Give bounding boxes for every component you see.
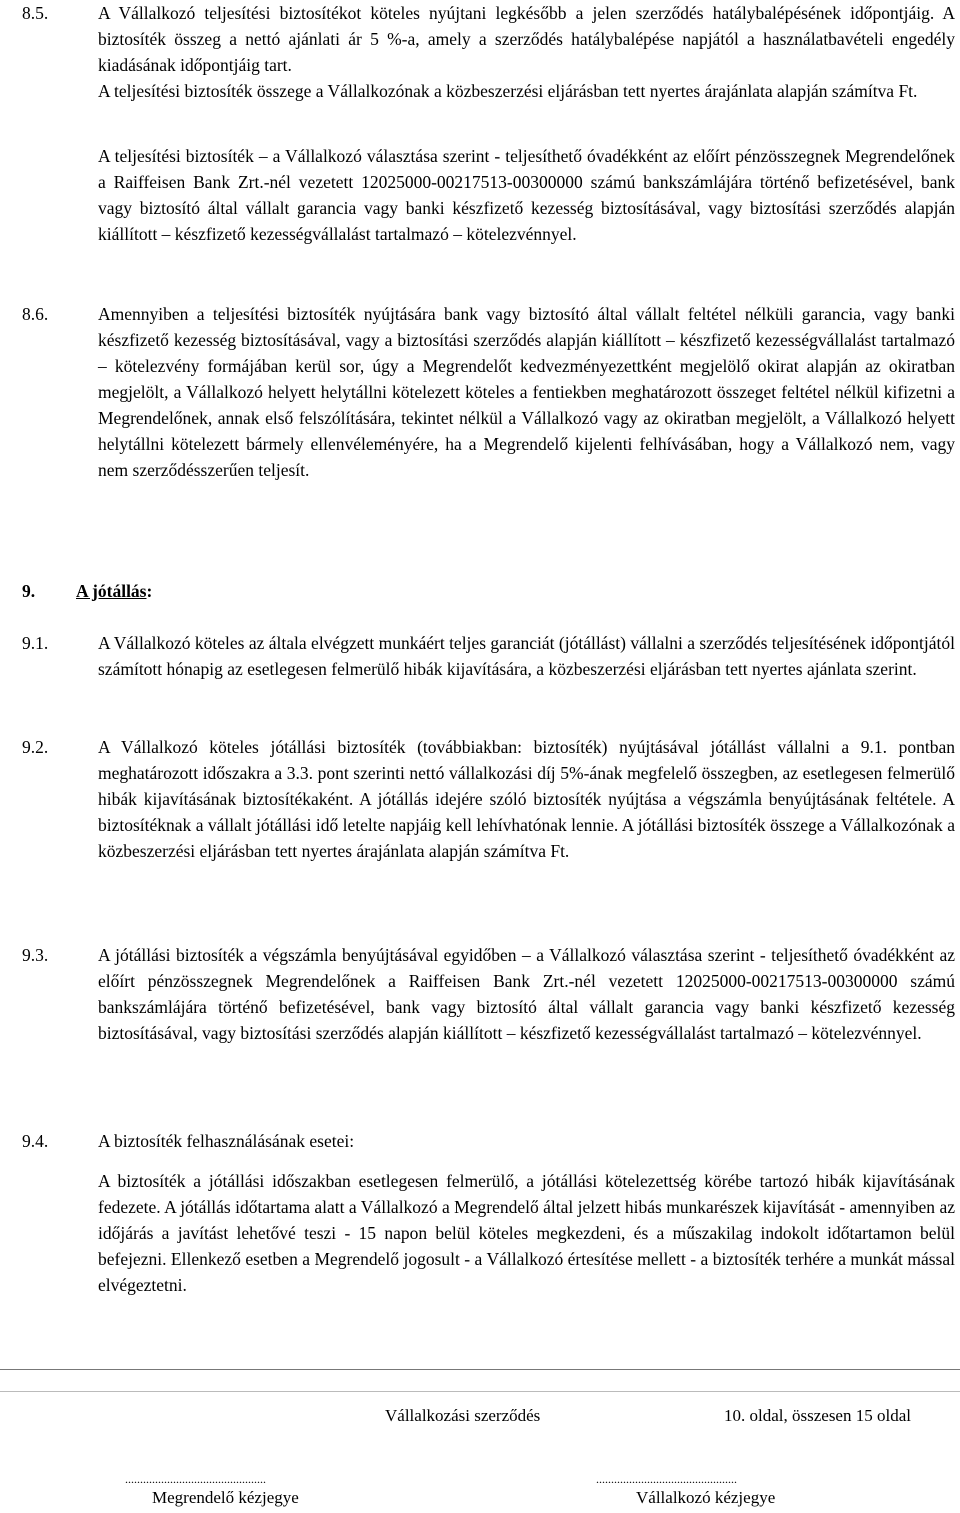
section-number: 8.6. (22, 304, 49, 324)
paragraph: A Vállalkozó teljesítési biztosítékot köteles nyújtani legkésőbb a jelen szerződés hatálybalépésének időpontjáig. A biztosíték összeg a nettó ajánlati ár 5 %-a, amely a szerződés hatálybalépése napjától a használatbavételi engedély kiadásának időpontjáig tart. (98, 3, 955, 75)
paragraph: A jótállási biztosíték a végszámla benyújtásával egyidőben – a Vállalkozó választása szerint - teljesíthető óvadékként az előírt pénzösszegnek Megrendelőnek a Raiffeisen Bank Zrt.-nél vezetett 12025000-00217513-00300000 számú bankszámlájára történő befizetésével, bank vagy biztosító által vállalt garancia vagy banki készfizető kezesség biztosításával, vagy biztosítási szerződés alapján kiállított – készfizető kezességvállalást tartalmazó – kötelezvénnyel. (98, 945, 955, 1043)
paragraph: A teljesítési biztosíték – a Vállalkozó választása szerint - teljesíthető óvadékként az előírt pénzösszegnek Megrendelőnek a Raiffeisen Bank Zrt.-nél vezetett 12025000-00217513-00300000 számú bankszámlájára történő befizetésével, bank vagy biztosító által vállalt garancia vagy banki készfizető kezesség biztosításával, vagy biztosítási szerződés alapján kiállított – készfizető kezességvállalást tartalmazó – kötelezvénnyel. (98, 146, 955, 244)
section-number: 9.3. (22, 945, 49, 965)
paragraph: A biztosíték a jótállási időszakban esetlegesen felmerülő, a jótállási kötelezettség körébe tartozó hibák kijavításának fedezete. A jótállás időtartama alatt a Vállalkozó a Megrendelő által jelzett hibás munkarészek kijavítását - amennyiben az időjárás a javítást lehetővé teszi - 15 napon belül köteles megkezdeni, és a műszakilag indokolt időtartamon belül befejezni. Ellenkező esetben a Megrendelő jogosult - a Vállalkozó értesítése mellett - a biztosíték terhére a munkát mással elvégeztetni. (98, 1171, 955, 1295)
footer-divider-secondary (0, 1391, 960, 1392)
signature-label-right: Vállalkozó kézjegye (636, 1488, 776, 1507)
section-number: 8.5. (22, 3, 49, 23)
section-number: 9.2. (22, 737, 49, 757)
heading-title: A jótállás (76, 581, 147, 601)
signature-line-left: ............................................... (125, 1472, 266, 1486)
signature-label-left: Megrendelő kézjegye (152, 1488, 299, 1507)
section-number: 9.4. (22, 1131, 49, 1151)
section-heading-9 (22, 578, 152, 604)
heading-number: 9. (22, 581, 36, 601)
footer-page-info: 10. oldal, összesen 15 oldal (724, 1406, 911, 1425)
paragraph: A Vállalkozó köteles jótállási biztosíték (továbbiakban: biztosíték) nyújtásával jótállást vállalni a 9.1. pontban meghatározott időszakra a 3.3. pont szerinti nettó vállalkozási díj 5%-ának megfelelő összegben, az esetlegesen felmerülő hibák kijavításának biztosítékaként. A jótállás idejére szóló biztosíték nyújtása a végszámla benyújtásának feltétele. A biztosítéknak a vállalt jótállási idő letelte napjáig kell lehívhatónak lennie. A jótállási biztosíték összege a Vállalkozónak a közbeszerzési eljárásban tett nyertes árajánlata alapján számítva Ft. (98, 737, 955, 861)
paragraph-lead: A biztosíték felhasználásának esetei: (98, 1131, 355, 1151)
signature-line-right: ............................................... (596, 1472, 737, 1486)
paragraph: A Vállalkozó köteles az általa elvégzett munkáért teljes garanciát (jótállást) vállalni a szerződés teljesítésének időpontjától számított hónapig az esetlegesen felmerülő hibák kijavítására, a közbeszerzési eljárásban tett nyertes ajánlata szerint. (98, 633, 955, 679)
heading-suffix: : (146, 581, 153, 601)
paragraph: A teljesítési biztosíték összege a Vállalkozónak a közbeszerzési eljárásban tett nyertes árajánlata alapján számítva Ft. (98, 81, 918, 101)
footer-divider (0, 1369, 960, 1370)
section-number: 9.1. (22, 633, 49, 653)
footer-document-name: Vállalkozási szerződés (385, 1406, 541, 1425)
paragraph: Amennyiben a teljesítési biztosíték nyújtására bank vagy biztosító által vállalt feltétel nélküli garancia, vagy banki készfizető kezesség biztosításával, vagy a biztosítási szerződés alapján kiállított – készfizető kezességvállalást tartalmazó – kötelezvény formájában kerül sor, úgy a Megrendelőt kedvezményezettként megjelölő okirat alapján az okiratban megjelölt, a Vállalkozó helyett helytállni kötelezett köteles a fentiekben meghatározott összeget feltétel nélkül kifizetni a Megrendelőnek, annak első felszólítására, tekintet nélkül a Vállalkozó vagy az okiratban megjelölt, a Vállalkozó helyett helytállni kötelezett bármely ellenvéleményére, ha a Megrendelő kijelenti felhívásában, hogy a Vállalkozó nem, vagy nem szerződésszerűen teljesít. (98, 304, 955, 480)
